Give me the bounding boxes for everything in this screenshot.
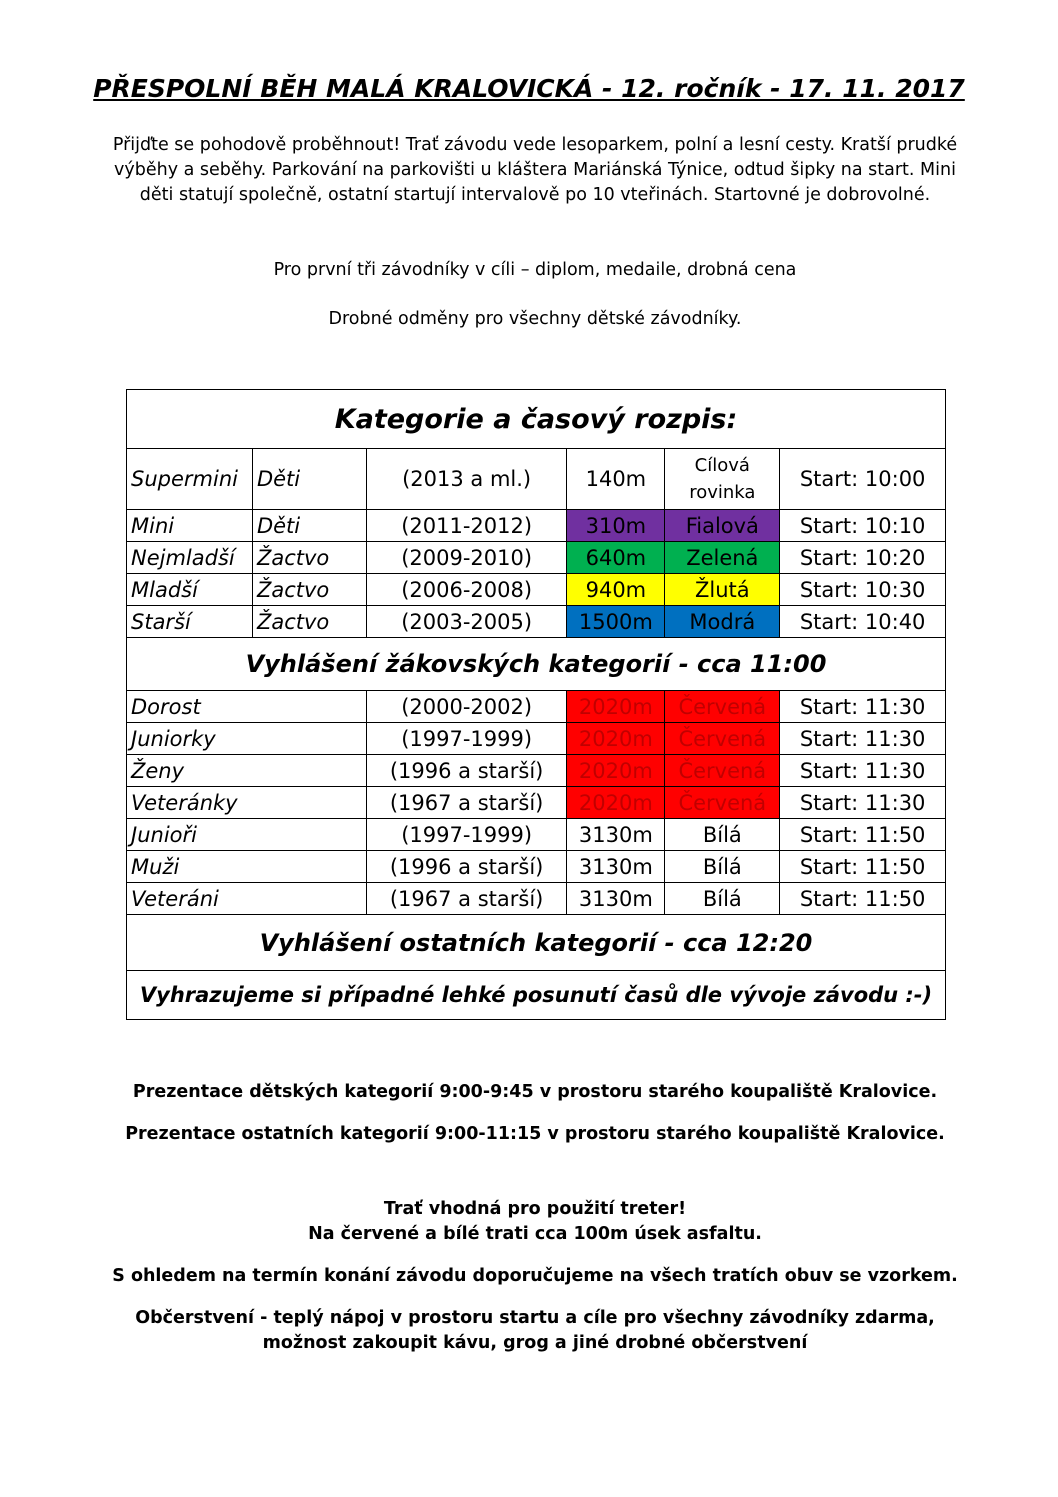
category-group: Děti bbox=[252, 449, 366, 510]
category-years: (2006-2008) bbox=[366, 574, 567, 606]
category-group: Děti bbox=[252, 510, 366, 542]
table-row bbox=[127, 787, 946, 819]
table-row bbox=[127, 449, 946, 510]
table-row bbox=[127, 819, 946, 851]
intro-paragraph: Přijďte se pohodově proběhnout! Trať závodu vede lesoparkem, polní a lesní cesty. Kratší prudké výběhy a seběhy. Parkování na parkovišti u kláštera Mariánská Týnice, odtud šipky na start. Mini děti statují společně, ostatní startují intervalově po 10 vteřinách. Startovné je dobrovolné. bbox=[112, 135, 958, 205]
track-length: 940m bbox=[567, 574, 665, 606]
track-color: Bílá bbox=[665, 851, 780, 883]
track-color: Modrá bbox=[665, 606, 780, 638]
track-color: Červená bbox=[665, 691, 780, 723]
start-time: Start: 11:50 bbox=[780, 851, 946, 883]
schedule-table bbox=[126, 389, 946, 1020]
track-color: Červená bbox=[665, 723, 780, 755]
category-years: (1997-1999) bbox=[366, 723, 567, 755]
asphalt-note: Na červené a bílé trati cca 100m úsek asfaltu. bbox=[308, 1224, 762, 1244]
category-name: Junioři bbox=[127, 819, 367, 851]
schedule-heading: Kategorie a časový rozpis: bbox=[127, 390, 946, 449]
start-time: Start: 11:50 bbox=[780, 819, 946, 851]
category-name: Mladší bbox=[127, 574, 253, 606]
category-years: (2009-2010) bbox=[366, 542, 567, 574]
page-title: PŘESPOLNÍ BĚH MALÁ KRALOVICKÁ - 12. ročník - 17. 11. 2017 bbox=[93, 74, 965, 103]
category-name: Juniorky bbox=[127, 723, 367, 755]
category-name: Muži bbox=[127, 851, 367, 883]
spikes-note: Trať vhodná pro použití treter! bbox=[383, 1199, 687, 1219]
start-time: Start: 11:30 bbox=[780, 755, 946, 787]
category-name: Dorost bbox=[127, 691, 367, 723]
category-name: Mini bbox=[127, 510, 253, 542]
track-length: 2020m bbox=[567, 723, 665, 755]
track-color: Fialová bbox=[665, 510, 780, 542]
table-row bbox=[127, 510, 946, 542]
start-time: Start: 11:30 bbox=[780, 691, 946, 723]
category-years: (1996 a starší) bbox=[366, 755, 567, 787]
registration-youth: Prezentace dětských kategorií 9:00-9:45 v prostoru starého koupaliště Kralovice. bbox=[132, 1082, 938, 1102]
youth-announcement: Vyhlášení žákovských kategorií - cca 11:00 bbox=[127, 638, 946, 691]
start-time: Start: 10:00 bbox=[780, 449, 946, 510]
track-length: 140m bbox=[567, 449, 665, 510]
track-length: 3130m bbox=[567, 883, 665, 915]
category-years: (1967 a starší) bbox=[366, 787, 567, 819]
table-row bbox=[127, 606, 946, 638]
category-name: Veteráni bbox=[127, 883, 367, 915]
track-color: Zelená bbox=[665, 542, 780, 574]
track-color: Červená bbox=[665, 787, 780, 819]
track-length: 640m bbox=[567, 542, 665, 574]
start-time: Start: 11:30 bbox=[780, 723, 946, 755]
track-color: Žlutá bbox=[665, 574, 780, 606]
category-years: (2003-2005) bbox=[366, 606, 567, 638]
table-row bbox=[127, 883, 946, 915]
refreshment-purchase: možnost zakoupit kávu, grog a jiné drobné občerstvení bbox=[262, 1333, 808, 1353]
category-group: Žactvo bbox=[252, 542, 366, 574]
track-length: 1500m bbox=[567, 606, 665, 638]
category-years: (1996 a starší) bbox=[366, 851, 567, 883]
category-years: (2000-2002) bbox=[366, 691, 567, 723]
track-length: 2020m bbox=[567, 787, 665, 819]
schedule-disclaimer: Vyhrazujeme si případné lehké posunutí časů dle vývoje závodu :-) bbox=[127, 971, 946, 1020]
track-color: Bílá bbox=[665, 819, 780, 851]
table-row bbox=[127, 574, 946, 606]
table-row bbox=[127, 691, 946, 723]
shoe-advice: S ohledem na termín konání závodu doporučujeme na všech tratích obuv se vzorkem. bbox=[112, 1266, 958, 1286]
category-group: Žactvo bbox=[252, 606, 366, 638]
track-color: Bílá bbox=[665, 883, 780, 915]
table-row bbox=[127, 723, 946, 755]
category-years: (1967 a starší) bbox=[366, 883, 567, 915]
prize-note: Pro první tři závodníky v cíli – diplom, medaile, drobná cena bbox=[273, 260, 797, 280]
track-length: 3130m bbox=[567, 851, 665, 883]
category-name: Supermini bbox=[127, 449, 253, 510]
category-years: (2013 a ml.) bbox=[366, 449, 567, 510]
track-color: Cílová rovinka bbox=[665, 449, 780, 510]
start-time: Start: 10:10 bbox=[780, 510, 946, 542]
category-years: (1997-1999) bbox=[366, 819, 567, 851]
track-length: 3130m bbox=[567, 819, 665, 851]
category-years: (2011-2012) bbox=[366, 510, 567, 542]
track-length: 2020m bbox=[567, 691, 665, 723]
start-time: Start: 10:40 bbox=[780, 606, 946, 638]
category-name: Ženy bbox=[127, 755, 367, 787]
adult-announcement: Vyhlášení ostatních kategorií - cca 12:20 bbox=[127, 915, 946, 971]
track-color: Červená bbox=[665, 755, 780, 787]
refreshment-note: Občerstvení - teplý nápoj v prostoru startu a cíle pro všechny závodníky zdarma, bbox=[135, 1308, 935, 1328]
reward-note: Drobné odměny pro všechny dětské závodníky. bbox=[328, 309, 742, 329]
table-row bbox=[127, 755, 946, 787]
start-time: Start: 11:50 bbox=[780, 883, 946, 915]
track-length: 2020m bbox=[567, 755, 665, 787]
start-time: Start: 11:30 bbox=[780, 787, 946, 819]
table-row bbox=[127, 542, 946, 574]
category-name: Starší bbox=[127, 606, 253, 638]
category-name: Nejmladší bbox=[127, 542, 253, 574]
start-time: Start: 10:20 bbox=[780, 542, 946, 574]
start-time: Start: 10:30 bbox=[780, 574, 946, 606]
registration-adults: Prezentace ostatních kategorií 9:00-11:15 v prostoru starého koupaliště Kralovice. bbox=[125, 1124, 945, 1144]
track-length: 310m bbox=[567, 510, 665, 542]
category-group: Žactvo bbox=[252, 574, 366, 606]
category-name: Veteránky bbox=[127, 787, 367, 819]
table-row bbox=[127, 851, 946, 883]
